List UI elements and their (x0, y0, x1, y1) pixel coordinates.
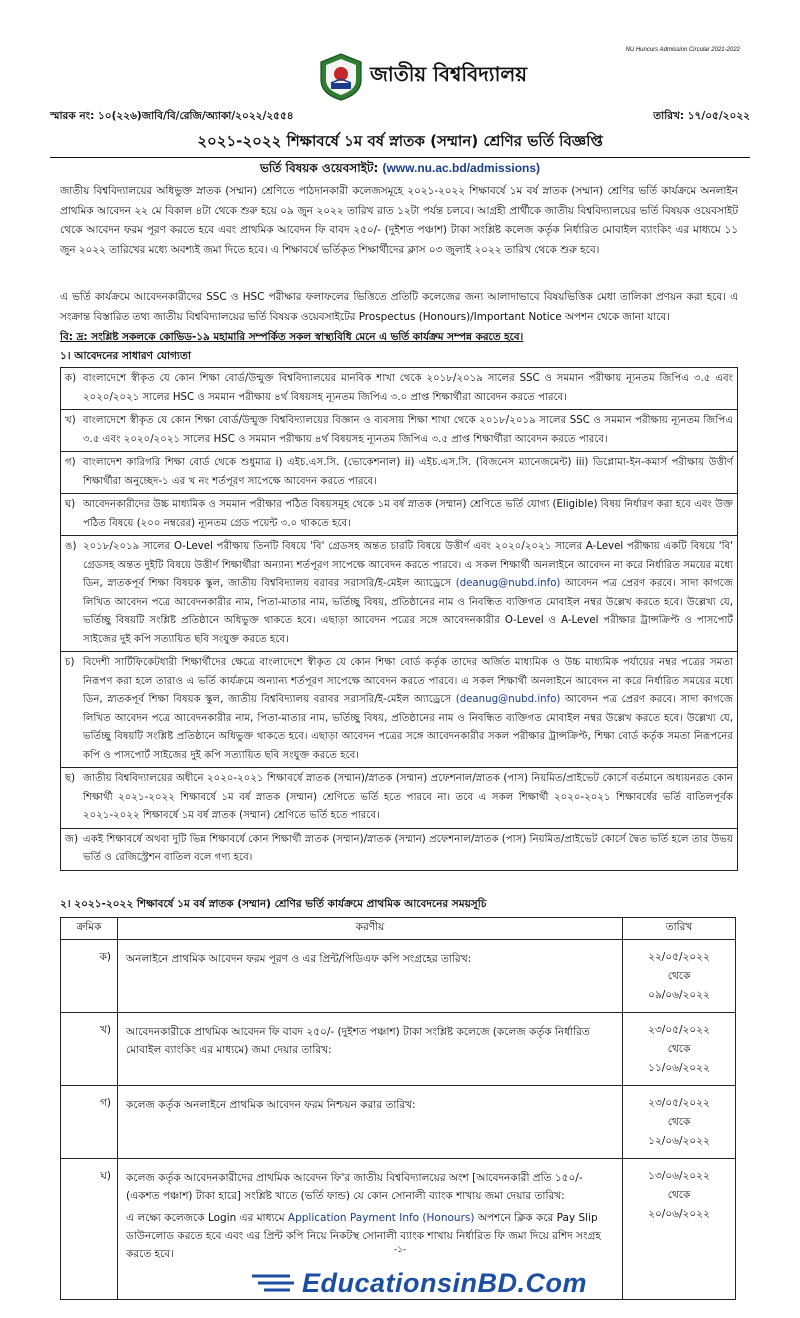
row-task: অনলাইনে প্রাথমিক আবেদন ফরম পূরণ ও এর প্রিন্ট/পিডিএফ কপি সংগ্রহের তারিখ: (118, 940, 623, 1013)
date-mid: থেকে (667, 1189, 691, 1201)
row-serial: ঘ) (61, 1159, 118, 1300)
column-task: করণীয় (118, 918, 623, 940)
date-from: ১৩/০৬/২০২২ (648, 1170, 710, 1182)
column-serial: ক্রমিক (61, 918, 118, 940)
instruction-a: এ লক্ষ্যে কলেজকে Login এর মাধ্যমে (126, 1212, 285, 1224)
item-text: আবেদনকারীদের উচ্চ মাধ্যমিক ও সমমান পরীক্ষার পঠিত বিষয়সমূহ থেকে ১ম বর্ষ স্নাতক (সম্মান) শ্রেণিতে ভর্তি যোগ্য (Eligible) বিষয় নির্ধারণ করা হবে এবং উক্ত পঠিত বিষয়ে (২০০ নম্বরের) ন্যূনতম গ্রেড পয়েন্ট ৩.০ থাকতে হবে। (83, 499, 733, 529)
date-from: ২৩/০৫/২০২২ (648, 1024, 710, 1036)
admission-website (60, 160, 740, 180)
website-link[interactable]: (www.nu.ac.bd/admissions) (382, 161, 541, 175)
row-serial: খ) (61, 1013, 118, 1086)
covid-note-text: বি: দ্র: সংশ্লিষ্ট সকলকে কোভিড-১৯ মহামারি সম্পর্কিত সকল স্বাস্থ্যবিধি মেনে এ ভর্তি কার্যক্রম সম্পন্ন করতে হবে। (60, 331, 524, 343)
top-note: NU Huncurs Admission Circular 2021-2022 (625, 47, 740, 53)
date-mid: থেকে (667, 970, 691, 982)
item-text: বাংলাদেশ কারিগরি শিক্ষা বোর্ড থেকে শুধুমাত্র i) এইচ.এস.সি. (ভোকেশনাল) ii) এইচ.এস.সি. (বিজনেস ম্যানেজমেন্ট) iii) ডিপ্লোমা-ইন-কমার্স পরীক্ষায় উত্তীর্ণ শিক্ষার্থীরা অনুচ্ছেদ-১ এর খ নং শর্তপূরণ সাপেক্ষে আবেদন করতে পারবে। (83, 457, 733, 487)
email-link[interactable]: (deanug@nubd.info) (455, 578, 561, 589)
row-date (623, 1159, 736, 1300)
item-marker: ঘ) (65, 499, 76, 510)
eligibility-item (61, 768, 737, 829)
date-to: ১১/০৬/২০২২ (648, 1062, 710, 1074)
university-logo-icon (318, 52, 364, 102)
issue-date: তারিখ: ১৭/০৫/২০২২ (653, 110, 750, 122)
eligibility-item (61, 410, 737, 452)
row-task: কলেজ কর্তৃক অনলাইনে প্রাথমিক আবেদন ফরম নিশ্চয়ন করার তারিখ: (118, 1086, 623, 1159)
memo-row (50, 109, 750, 125)
eligibility-list (60, 367, 738, 871)
item-marker: জ) (65, 833, 79, 845)
item-text-b: আবেদন পত্র প্রেরণ করবে। সাদা কাগজে লিখিত আবেদন পত্রে আবেদনকারীর নাম, পিতা-মাতার নাম, ভর্তিচ্ছু বিষয়, প্রতিষ্ঠানের নাম ও নিবন্ধিত ব্যক্তিগত মোবাইল নম্বর উল্লেখ করতে হবে। উল্লেখ্য যে, ভর্তিচ্ছু বিষয়টি সংশ্লিষ্ট প্রতিষ্ঠানে অধিভুক্ত থাকতে হবে। এছাড়া আবেদন পত্রের সঙ্গে আবেদনকারীর O-Level ও A-Level পরীক্ষার ট্রান্সক্রিপ্ট ও পাসপোর্ট সাইজের দুই কপি সত্যায়িত ছবি সংযুক্ত করতে হবে। (83, 578, 733, 645)
table-row (61, 940, 736, 1013)
item-marker: চ) (65, 657, 75, 668)
page-title: ২০২১-২০২২ শিক্ষাবর্ষে ১ম বর্ষ স্নাতক (সম্মান) শ্রেণির ভর্তি বিজ্ঞপ্তি (50, 130, 750, 158)
date-from: ২৩/০৫/২০২২ (648, 1097, 710, 1109)
item-text-b: আবেদন পত্র প্রেরণ করবে। সাদা কাগজে লিখিত আবেদন পত্রে আবেদনকারীর নাম, পিতা-মাতার নাম, ভর্তিচ্ছু বিষয়, প্রতিষ্ঠানের নাম ও নিবন্ধিত ব্যক্তিগত মোবাইল নম্বর উল্লেখ করতে হবে। উল্লেখ্য যে, ভর্তিচ্ছু বিষয়টি সংশ্লিষ্ট প্রতিষ্ঠানে অধিভুক্ত থাকতে হবে। এছাড়া আবেদন পত্রের সঙ্গে আবেদনকারীর সকল পরীক্ষার ট্রান্সক্রিপ্ট, শিক্ষা বোর্ড কর্তৃক সমতা নিরূপনের কপি ও পাসপোর্ট সাইজের দুই কপি সত্যায়িত ছবি সংযুক্ত করতে হবে। (83, 694, 733, 761)
item-marker: ছ) (65, 773, 76, 784)
date-mid: থেকে (667, 1116, 691, 1128)
row-date (623, 1086, 736, 1159)
item-text: বাংলাদেশে স্বীকৃত যে কোন শিক্ষা বোর্ড/উন্মুক্ত বিশ্ববিদ্যালয়ের মানবিক শাখা থেকে ২০১৮/২০১৯ সালের SSC ও সমমান পরীক্ষায় ন্যূনতম জিপিএ ৩.৫ এবং ২০২০/২০২১ সালের HSC ও সমমান পরীক্ষায় ৪র্থ বিষয়সহ ন্যূনতম জিপিএ ৩.০ প্রাপ্ত শিক্ষার্থীরা আবেদন করতে পারবে। (83, 373, 733, 403)
table-header-row (61, 918, 736, 940)
table-row (61, 1013, 736, 1086)
date-from: ২২/০৫/২০২২ (648, 951, 710, 963)
eligibility-item (61, 829, 737, 870)
memo-number: স্মারক নং: ১০(২২৬)জাবি/বি/রেজি/অ্যাকা/২০২২/২৫৫৪ (50, 110, 294, 122)
item-text: জাতীয় বিশ্ববিদ্যালয়ের অধীনে ২০২০-২০২১ শিক্ষাবর্ষে স্নাতক (সম্মান)/স্নাতক (সম্মান) প্রফেশনাল/স্নাতক (পাস) নিয়মিত/প্রাইভেট কোর্সে বর্তমানে অধ্যয়নরত কোন শিক্ষার্থী ২০২১-২০২২ শিক্ষাবর্ষে ১ম বর্ষ স্নাতক (সম্মান) শ্রেণিতে ভর্তি হতে পারবে না। তবে এ সকল শিক্ষার্থী ২০২০-২০২১ শিক্ষাবর্ষের ভর্তি বাতিলপূর্বক ২০২১-২০২২ শিক্ষাবর্ষে ১ম বর্ষ স্নাতক (সম্মান) শ্রেণিতে ভর্তি হতে পারবে। (83, 773, 733, 821)
brand-name: EducationsinBD.Com (302, 1267, 588, 1298)
date-to: ২০/০৬/২০২২ (648, 1208, 710, 1220)
row-date (623, 940, 736, 1013)
eligibility-item (61, 494, 737, 536)
row-task: আবেদনকারীকে প্রাথমিক আবেদন ফি বাবদ ২৫০/- (দুইশত পঞ্চাশ) টাকা সংশ্লিষ্ট কলেজে (কলেজ কর্তৃক নির্ধারিত মোবাইল ব্যাংকিং এর মাধ্যমে) জমা দেয়ার তারিখ: (118, 1013, 623, 1086)
intro-paragraph-1: জাতীয় বিশ্ববিদ্যালয়ের অধিভুক্ত স্নাতক (সম্মান) শ্রেণিতে পাঠদানকারী কলেজসমূহে ২০২১-২০২২ শিক্ষাবর্ষে ১ম বর্ষ স্নাতক (সম্মান) শ্রেণির ভর্তি কার্যক্রমে অনলাইন প্রাথমিক আবেদন ২২ মে বিকাল ৪টা থেকে শুরু হয়ে ০৯ জুন ২০২২ তারিখ রাত ১২টা পর্যন্ত চলবে। আগ্রহী প্রার্থীকে জাতীয় বিশ্ববিদ্যালয়ের ভর্তি বিষয়ক ওয়েবসাইট থেকে আবেদন ফরম পূরণ করতে হবে এবং প্রাথমিক আবেদন ফি বাবদ ২৫০/- (দুইশত পঞ্চাশ) টাকা সংশ্লিষ্ট কলেজ কর্তৃক নির্ধারিত মোবাইল ব্যাংকিং এর মাধ্যমে ১১ জুন ২০২২ তারিখের মধ্যে অবশ্যই জমা দিতে হবে। এ শিক্ষাবর্ষে ভর্তিকৃত শিক্ষার্থীদের ক্লাস ০৩ জুলাই ২০২২ তারিখ থেকে শুরু হবে। (60, 185, 738, 256)
date-mid: থেকে (667, 1043, 691, 1055)
footer-brand[interactable] (250, 1265, 587, 1301)
row-date (623, 1013, 736, 1086)
row-serial: ক) (61, 940, 118, 1013)
covid-note (60, 328, 738, 348)
speed-swoosh-icon (250, 1266, 302, 1300)
item-marker: ক) (65, 373, 77, 384)
section-1-heading: ১। আবেদনের সাধারণ যোগ্যতা (60, 350, 191, 362)
eligibility-item (61, 452, 737, 494)
column-date: তারিখ (623, 918, 736, 940)
intro-paragraph-2: এ ভর্তি কার্যক্রমে আবেদনকারীদের SSC ও HSC পরীক্ষার ফলাফলের ভিত্তিতে প্রতিটি কলেজের জন্য আলাদাভাবে বিষয়ভিত্তিক মেধা তালিকা প্রণয়ন করা হবে। এ সংক্রান্ত বিস্তারিত তথ্য জাতীয় বিশ্ববিদ্যালয়ের ভর্তি বিষয়ক ওয়েবসাইটের Prospectus (Honours)/Important Notice অপশন থেকে জানা যাবে। (60, 291, 738, 323)
payment-option-label: Application Payment Info (Honours) (287, 1212, 475, 1224)
eligibility-item (61, 536, 737, 652)
instruction-b: অপশনে ক্লিক করে Pay Slip ডাউনলোড করতে হবে এবং এর প্রিন্ট কপি নিয়ে নিকটস্থ সোনালী ব্যাংক শাখায় নির্ধারিত ফি জমা দিয়ে রশিদ সংগ্রহ করতে হবে। (126, 1212, 601, 1260)
item-marker: গ) (65, 457, 76, 468)
item-marker: ঙ) (65, 541, 77, 552)
row-serial: গ) (61, 1086, 118, 1159)
item-text-a: বিদেশী সার্টিফিকেটধারী শিক্ষার্থীদের ক্ষেত্রে বাংলাদেশে স্বীকৃত যে কোন শিক্ষা বোর্ড কর্তৃক তাদের অর্জিত মাধ্যমিক ও উচ্চ মাধ্যমিক পর্যায়ের নম্বর পত্রের সমতা নিরূপণ করা হলে তারাও এ ভর্তি কার্যক্রমে অন্যান্য শর্তপূরণ সাপেক্ষে আবেদন করতে পারবে। এ সকল শিক্ষার্থী অনলাইনে আবেদন না করে নির্ধারিত সময়ের মধ্যে ডিন, স্নাতকপূর্ব শিক্ষা বিষয়ক স্কুল, জাতীয় বিশ্ববিদ্যালয় বরাবর সরাসরি/ই-মেইল অ্যাড্রেসে (83, 657, 733, 705)
date-to: ০৯/০৬/২০২২ (648, 989, 710, 1001)
item-marker: খ) (65, 415, 76, 426)
website-label: ভর্তি বিষয়ক ওয়েবসাইট: (259, 161, 379, 175)
university-name: জাতীয় বিশ্ববিদ্যালয় (370, 62, 528, 86)
item-text: একই শিক্ষাবর্ষে অথবা দুটি ভিন্ন শিক্ষাবর্ষে কোন শিক্ষার্থী স্নাতক (সম্মান)/স্নাতক (সম্মান) প্রফেশনাল/স্নাতক (পাস) নিয়মিত/প্রাইভেট কোর্সে দ্বৈত ভর্তি হলে তার উভয় ভর্তি ও রেজিস্ট্রেশন বাতিল বলে গণ্য হবে। (83, 833, 733, 863)
date-to: ১২/০৬/২০২২ (648, 1135, 710, 1147)
item-text-a: ২০১৮/২০১৯ সালের O-Level পরীক্ষায় তিনটি বিষয়ে 'বি' গ্রেডসহ অন্তত চারটি বিষয়ে উত্তীর্ণ এবং ২০২০/২০২১ সালের A-Level পরীক্ষায় একটি বিষয়ে 'বি' গ্রেডসহ অন্তত দুইটি বিষয়ে উত্তীর্ণ শিক্ষার্থীরা অন্যান্য শর্তপূরণ সাপেক্ষে আবেদন করতে পারবে। এ সকল শিক্ষার্থী অনলাইনে আবেদন না করে নির্ধারিত সময়ের মধ্যে ডিন, স্নাতকপূর্ব শিক্ষা বিষয়ক স্কুল, জাতীয় বিশ্ববিদ্যালয় বরাবর সরাসরি/ই-মেইল অ্যাড্রেসে (83, 541, 733, 589)
page-number: -১- (393, 1245, 407, 1255)
eligibility-item (61, 368, 737, 410)
eligibility-item (61, 652, 737, 768)
section-2-heading: ২। ২০২১-২০২২ শিক্ষাবর্ষে ১ম বর্ষ স্নাতক (সম্মান) শ্রেণির ভর্তি কার্যক্রমে প্রাথমিক আবেদনের সময়সূচি (60, 898, 487, 910)
table-row (61, 1086, 736, 1159)
row-task-main: কলেজ কর্তৃক আবেদনকারীদের প্রাথমিক আবেদন ফি'র জাতীয় বিশ্ববিদ্যালয়ের অংশ [আবেদনকারী প্রতি ১৫০/- (একশত পঞ্চাশ) টাকা হারে] সংশ্লিষ্ট খাতে (ভর্তি ফান্ড) যে কোন সোনালী ব্যাংক শাখায় জমা দেয়ার তারিখ: (126, 1172, 583, 1202)
email-link[interactable]: (deanug@nubd.info) (455, 694, 561, 705)
item-text: বাংলাদেশে স্বীকৃত যে কোন শিক্ষা বোর্ড/উন্মুক্ত বিশ্ববিদ্যালয়ের বিজ্ঞান ও ব্যবসায় শিক্ষা শাখা থেকে ২০১৮/২০১৯ সালের SSC ও সমমান পরীক্ষায় ন্যূনতম জিপিএ ৩.৫ এবং ২০২০/২০২১ সালের HSC ও সমমান পরীক্ষায় ৪র্থ বিষয়সহ ন্যূনতম জিপিএ ৩.৫ প্রাপ্ত শিক্ষার্থীরা আবেদন করতে পারবে। (83, 415, 733, 445)
